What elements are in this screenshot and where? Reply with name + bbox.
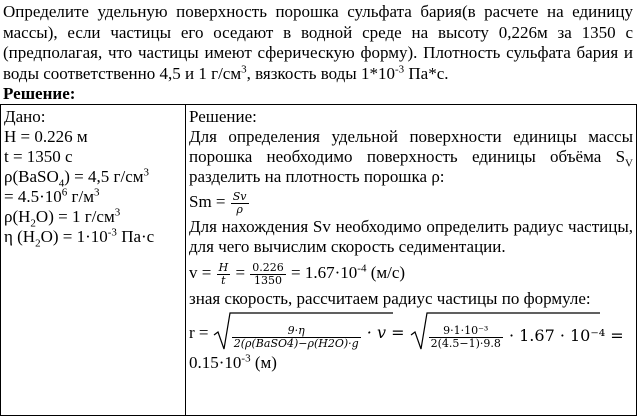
given-title: Дано: (4, 107, 46, 126)
given-time: t = 1350 с (4, 147, 73, 166)
solution-paragraph-1: Для определения удельной поверхности единицы массы порошка необходимо поверхность единицы объёма $S_V$ разделить на плотность порошка ρ: (189, 127, 633, 186)
problem-text-2: , вязкость воды 1*10 (246, 63, 395, 83)
solution-table (0, 104, 637, 416)
velocity-formula: v = $\frac{H}{t}$ = $\frac{0.226}{1350}$ = $1.67\cdot 10^{-4}$ (м/с) (189, 260, 406, 287)
radius-sqrt-symbolic: $\frac{9\cdot\eta}{\text{2(ρ(BaSO4)−ρ(H2O)·g}}$ (213, 311, 362, 357)
sqrt-sign-icon (213, 311, 393, 351)
sqrt-sign-icon (410, 311, 600, 351)
radius-sqrt-numeric: $\frac{\text{9·1·10⁻³}}{2(4.5-1)\cdot 9.8}$ · 1.67 · 10⁻⁴ = (410, 311, 624, 357)
given-cell (1, 105, 186, 416)
problem-exp-minus3: -3 (394, 62, 405, 75)
radius-formula: r = $\frac{9\cdot\eta}{\text{2(ρ(BaSO4)−ρ(H2O)·g}}$ · v = $\frac{\text{9·1·10⁻³}}{2(4.5-1)\cdot 9.8}$ · 1.67 · 10⁻⁴ = (189, 311, 633, 353)
given-rho-baso4-si: = $4.5\cdot 10^6$ $г/м^3$ (4, 186, 100, 206)
sm-formula: Sm = $\frac{Sv}{\rho}$ (189, 189, 247, 216)
given-rho-h2o: $\rho(H_2O) = 1$ $г/см^3$ (4, 206, 121, 230)
problem-text-1: Определите удельную поверхность порошка сульфата бария(в расчете на единицу массы), если частицы его оседают в водной среде на высоту 0,226м за 1350 с (предполагая, что частицы имеют сферическую форму). Плотность сульфата бария и воды соответственно 4,5 и 1 г/см (3, 2, 633, 83)
radius-result: $0.15\cdot 10^{-3}$ (м) (189, 352, 277, 372)
solution-paragraph-3: зная скорость, рассчитаем радиус частицы по формуле: (189, 289, 591, 308)
problem-exp-3: 3 (241, 62, 247, 75)
sm-fraction: $\frac{Sv}{\rho}$ (232, 189, 247, 216)
problem-text-3: Па*с. (404, 63, 449, 83)
given-height: H = 0.226 м (4, 127, 88, 146)
solution-paragraph-2: Для нахождения Sv необходимо определить радиус частицы, для чего вычислим скорость седиментации. (189, 217, 633, 256)
solution-cell (186, 105, 637, 416)
solution-title: Решение: (189, 107, 257, 126)
problem-statement (3, 2, 633, 84)
velocity-fraction-symbolic: $\frac{H}{t}$ (218, 260, 229, 287)
given-viscosity: η $(H_2O) = 1\cdot 10^{-3}$ Па·с (4, 226, 155, 250)
velocity-fraction-numeric: $\frac{0.226}{1350}$ (252, 260, 284, 287)
given-rho-baso4: ρ(BaSO$_4$) = 4,5 $г/см^3$ (4, 166, 150, 190)
solution-heading: Решение: (3, 84, 76, 103)
